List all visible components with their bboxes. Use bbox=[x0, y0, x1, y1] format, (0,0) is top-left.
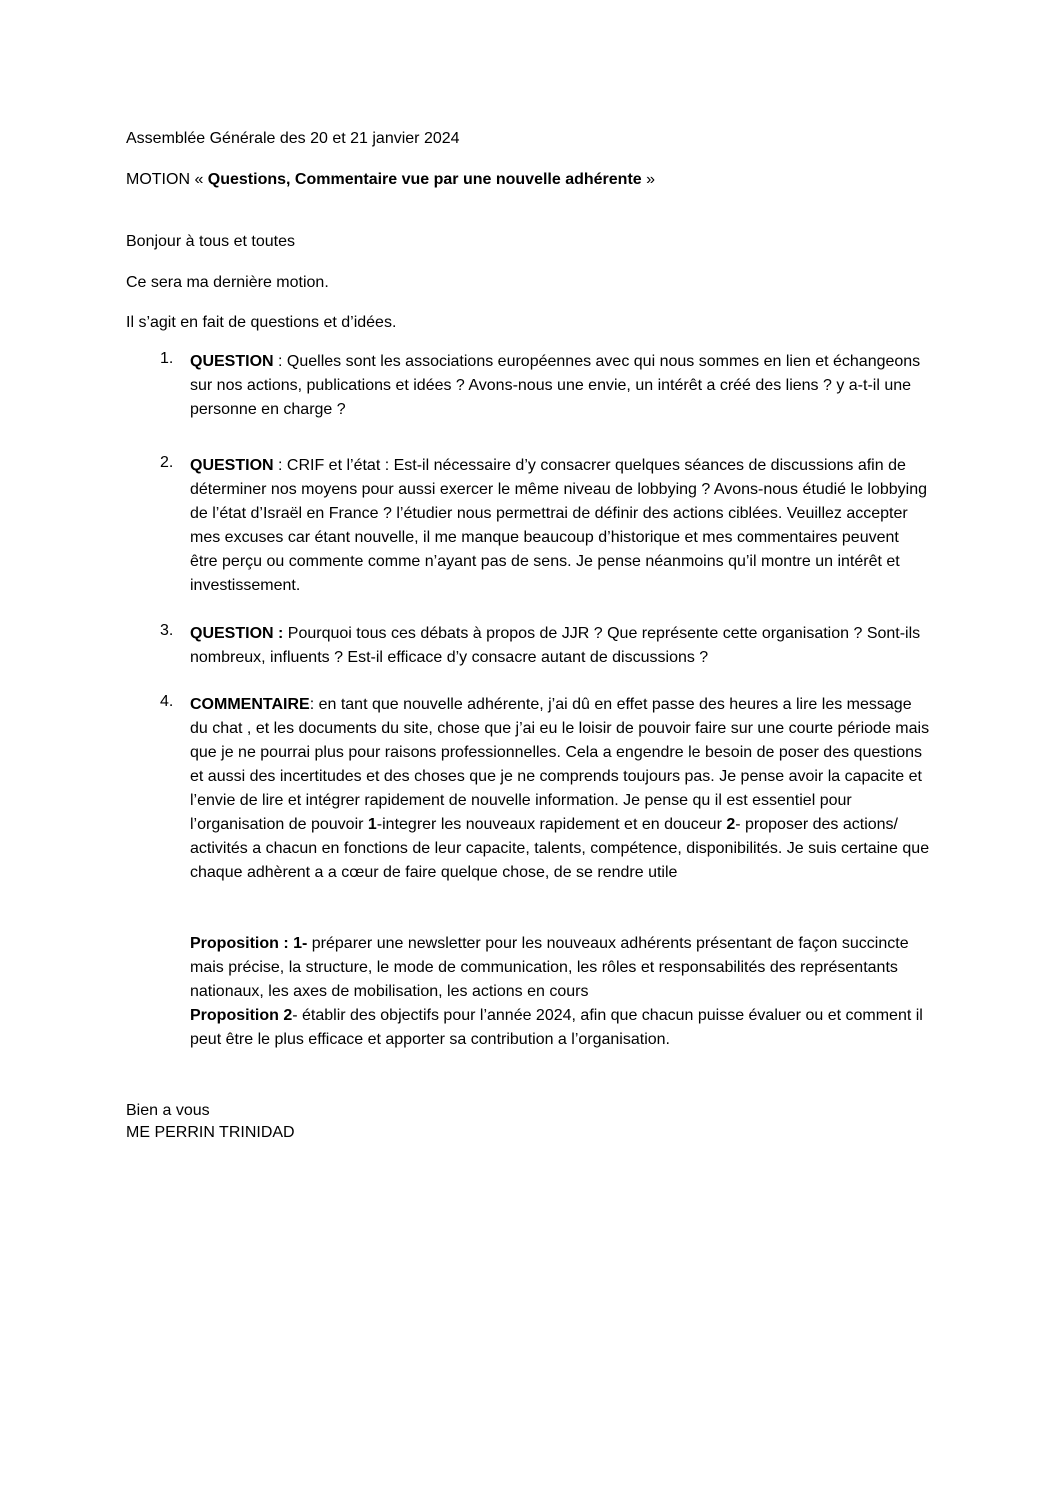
proposal-1 bbox=[190, 932, 930, 1004]
list-item-body: -integrer les nouveaux rapidement et en douceur bbox=[376, 816, 727, 833]
list-item bbox=[160, 693, 930, 885]
intro-paragraph-2: Il s’agit en fait de questions et d’idées. bbox=[126, 314, 397, 331]
list-item-number: 4. bbox=[160, 693, 174, 710]
proposal-1-text: préparer une newsletter pour les nouveaux adhérents présentant de façon succincte mais précise, la structure, le mode de communication, les rôles et responsabilités des représentants nationaux, les axes de mobilisation, les actions en cours bbox=[190, 935, 909, 1000]
proposals-block bbox=[190, 932, 930, 1052]
signature-name: ME PERRIN TRINIDAD bbox=[126, 1124, 295, 1141]
motion-title-line bbox=[126, 170, 655, 190]
list-item-bold-number: 1 bbox=[367, 816, 377, 833]
motion-suffix: » bbox=[641, 171, 656, 188]
proposal-2 bbox=[190, 1004, 930, 1052]
list-item-label: QUESTION bbox=[190, 353, 274, 370]
list-item-text bbox=[190, 454, 930, 598]
assembly-title: Assemblée Générale des 20 et 21 janvier 2024 bbox=[126, 130, 460, 147]
list-item bbox=[160, 454, 930, 598]
proposal-2-text: - établir des objectifs pour l’année 2024, afin que chacun puisse évaluer ou et comment il peut être le plus efficace et apporter sa contribution a l’organisation. bbox=[190, 1007, 923, 1048]
list-item bbox=[160, 622, 930, 670]
list-item-label: QUESTION : bbox=[190, 625, 284, 642]
intro-paragraph-1: Ce sera ma dernière motion. bbox=[126, 274, 329, 291]
closing-block bbox=[126, 1100, 295, 1144]
list-item-number: 3. bbox=[160, 622, 174, 639]
proposal-2-label: Proposition 2 bbox=[190, 1007, 293, 1024]
list-item-text bbox=[190, 693, 930, 885]
list-item-text bbox=[190, 622, 930, 670]
motion-prefix: MOTION « bbox=[126, 171, 208, 188]
list-item-bold-number: 2 bbox=[726, 816, 736, 833]
list-item-body: : CRIF et l’état : Est-il nécessaire d’y consacrer quelques séances de discussions afin de déterminer nos moyens pour aussi exercer le même niveau de lobbying ? Avons-nous étudié le lobbying de l’état d’Israël en France ? l’étudier nous permettrai de définir des actions ciblées. Veuillez accepter mes excuses car étant nouvelle, il me manque beaucoup d’historique et mes commentaires peuvent être perçu ou commente comme n’ayant pas de sens. Je pense néanmoins qu’il montre un intérêt et investissement. bbox=[190, 457, 928, 594]
list-item-body: : en tant que nouvelle adhérente, j’ai dû en effet passe des heures a lire les message du chat , et les documents du site, chose que j’ai eu le loisir de pouvoir faire sur une courte période mais que je ne pourrai plus pour raisons professionnelles. Cela a engendre le besoin de poser des questions et aussi des incertitudes et des choses que je ne comprends toujours pas. Je pense avoir la capacite et l’envie de lire et intégrer rapidement de nouvelle information. Je pense qu il est essentiel pour l’organisation de pouvoir bbox=[190, 696, 930, 833]
motion-title: Questions, Commentaire vue par une nouvelle adhérente bbox=[207, 171, 642, 188]
list-item-body: - proposer des actions/ activités a chacun en fonctions de leur capacite, talents, compétence, disponibilités. Je suis certaine que chaque adhèrent a a cœur de faire quelque chose, de se rendre utile bbox=[190, 816, 930, 881]
list-item-number: 2. bbox=[160, 454, 174, 471]
proposal-1-label: Proposition : 1- bbox=[190, 935, 308, 952]
greeting: Bonjour à tous et toutes bbox=[126, 233, 295, 250]
list-item bbox=[160, 350, 930, 422]
list-item-text bbox=[190, 350, 930, 422]
list-item-label: QUESTION bbox=[190, 457, 274, 474]
list-item-label: COMMENTAIRE bbox=[190, 696, 310, 713]
closing-salutation: Bien a vous bbox=[126, 1102, 210, 1119]
list-item-body: Pourquoi tous ces débats à propos de JJR ? Que représente cette organisation ? Sont-ils nombreux, influents ? Est-il efficace d’y consacre autant de discussions ? bbox=[190, 625, 921, 666]
list-item-body: : Quelles sont les associations européennes avec qui nous sommes en lien et échangeons sur nos actions, publications et idées ? Avons-nous une envie, un intérêt a créé des liens ? y a-t-il une personne en charge ? bbox=[190, 353, 921, 418]
list-item-number: 1. bbox=[160, 350, 174, 367]
